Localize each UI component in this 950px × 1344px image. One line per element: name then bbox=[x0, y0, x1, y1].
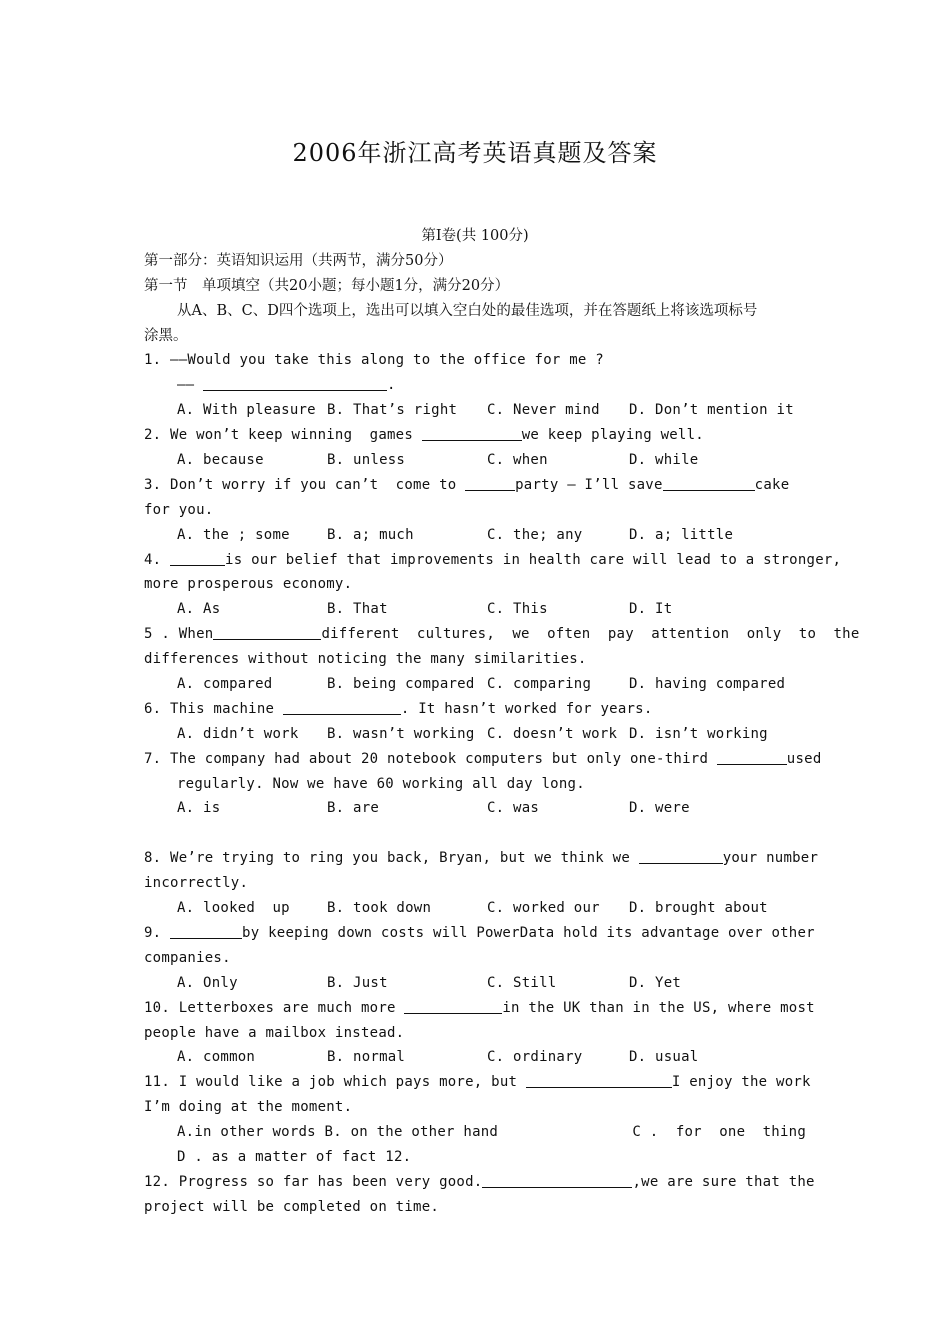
question-6-text-end: . It hasn’t worked for years. bbox=[400, 700, 653, 717]
question-7-text-end: used bbox=[786, 750, 822, 767]
question-7 bbox=[144, 747, 822, 772]
question-9-blank bbox=[170, 922, 242, 939]
question-5-cont: differences without noticing the many similarities. bbox=[144, 651, 587, 668]
option-b: B. a; much bbox=[327, 526, 414, 543]
question-9-cont: companies. bbox=[144, 949, 231, 966]
question-1-blank bbox=[203, 374, 387, 391]
question-3-blank-1 bbox=[465, 474, 515, 491]
question-2 bbox=[144, 423, 806, 448]
question-11-blank bbox=[526, 1071, 672, 1088]
question-7-text: 7. The company had about 20 notebook computers but only one-third bbox=[144, 750, 717, 767]
option-d: D. having compared bbox=[629, 676, 786, 693]
question-12 bbox=[144, 1170, 815, 1195]
option-a: A. looked up bbox=[177, 900, 290, 917]
option-a-b: A.in other words B. on the other hand bbox=[177, 1124, 499, 1141]
question-2-text: 2. We won’t keep winning games bbox=[144, 427, 422, 444]
option-c: C. Still bbox=[487, 974, 557, 991]
question-4-blank bbox=[170, 549, 225, 566]
question-5-text: 5 . When bbox=[144, 626, 214, 643]
question-10-text: 10. Letterboxes are much more bbox=[144, 999, 405, 1016]
option-c: C. ordinary bbox=[487, 1049, 583, 1066]
option-b: B. That bbox=[327, 601, 388, 618]
blank-line bbox=[144, 821, 806, 846]
question-3-cont: for you. bbox=[144, 501, 214, 518]
question-1-dash: —— bbox=[177, 377, 204, 394]
option-b: B. Just bbox=[327, 974, 388, 991]
option-c: C. doesn’t work bbox=[487, 725, 618, 742]
question-2-blank bbox=[422, 424, 522, 441]
option-d: D. isn’t working bbox=[629, 725, 768, 742]
option-a: A. because bbox=[177, 452, 264, 469]
question-6-blank bbox=[283, 698, 401, 715]
question-1: 1. ——Would you take this along to the office for me ? bbox=[144, 352, 604, 369]
question-7-blank bbox=[717, 748, 787, 765]
option-b: B. took down bbox=[327, 900, 432, 917]
question-12-text: 12. Progress so far has been very good. bbox=[144, 1173, 483, 1190]
question-4 bbox=[144, 548, 842, 573]
question-4-cont: more prosperous economy. bbox=[144, 576, 353, 593]
option-a: A. the ; some bbox=[177, 526, 290, 543]
option-c: C. worked our bbox=[487, 900, 600, 917]
section-header: 第I卷(共 100分) bbox=[421, 228, 529, 244]
question-1-options bbox=[144, 398, 806, 423]
question-11 bbox=[144, 1070, 811, 1095]
question-12-blank bbox=[482, 1171, 632, 1188]
question-6 bbox=[144, 697, 806, 722]
option-b: B. being compared bbox=[327, 676, 475, 693]
question-5 bbox=[144, 622, 860, 647]
question-10-options bbox=[144, 1045, 806, 1070]
option-c: C. Never mind bbox=[487, 402, 600, 419]
question-11-cont: I’m doing at the moment. bbox=[144, 1099, 353, 1116]
question-6-text: 6. This machine bbox=[144, 700, 283, 717]
question-7-options bbox=[144, 796, 806, 821]
option-c: C. the; any bbox=[487, 526, 583, 543]
option-a: A. compared bbox=[177, 676, 273, 693]
question-12-text-end: ,we are sure that the bbox=[632, 1173, 815, 1190]
question-9 bbox=[144, 921, 815, 946]
question-8-options bbox=[144, 896, 806, 921]
option-a: A. didn’t work bbox=[177, 725, 299, 742]
question-12-cont: project will be completed on time. bbox=[144, 1198, 440, 1215]
question-11-text: 11. I would like a job which pays more, but bbox=[144, 1074, 526, 1091]
page-title: 2006年浙江高考英语真题及答案 bbox=[292, 139, 658, 167]
option-d: D. Don’t mention it bbox=[629, 402, 794, 419]
option-d: D. while bbox=[629, 452, 699, 469]
instructions-line-1: 从A、B、C、D四个选项上，选出可以填入空白处的最佳选项，并在答题纸上将该选项标号 bbox=[177, 302, 758, 319]
question-10-blank bbox=[404, 997, 502, 1014]
question-7-cont: regularly. Now we have 60 working all day long. bbox=[177, 775, 585, 792]
question-3-text-end: cake bbox=[754, 476, 790, 493]
question-1-end: . bbox=[387, 377, 396, 394]
question-8-cont: incorrectly. bbox=[144, 875, 249, 892]
instructions-line-2: 涂黑。 bbox=[144, 327, 188, 344]
question-10 bbox=[144, 996, 815, 1021]
question-10-text-end: in the UK than in the US, where most bbox=[502, 999, 815, 1016]
question-9-text-end: by keeping down costs will PowerData hold its advantage over other bbox=[242, 924, 815, 941]
option-c: C. comparing bbox=[487, 676, 592, 693]
part-heading: 第一部分：英语知识运用（共两节，满分50分） bbox=[144, 252, 453, 269]
question-8-blank bbox=[639, 847, 723, 864]
question-8-text-end: your number bbox=[722, 850, 819, 867]
question-11-options bbox=[144, 1120, 806, 1145]
option-b: B. normal bbox=[327, 1049, 406, 1066]
question-9-text: 9. bbox=[144, 924, 171, 941]
option-d: D. Yet bbox=[629, 974, 682, 991]
option-a: A. With pleasure bbox=[177, 402, 316, 419]
question-3-blank-2 bbox=[663, 474, 755, 491]
option-c: C . for one thing bbox=[632, 1124, 806, 1141]
question-10-cont: people have a mailbox instead. bbox=[144, 1024, 405, 1041]
question-5-blank bbox=[213, 623, 321, 640]
question-8-text: 8. We’re trying to ring you back, Bryan, but we think we bbox=[144, 850, 639, 867]
option-c: C. This bbox=[487, 601, 548, 618]
exam-content bbox=[144, 224, 860, 1220]
question-2-text-end: we keep playing well. bbox=[521, 427, 704, 444]
question-2-options bbox=[144, 448, 806, 473]
question-3-text: 3. Don’t worry if you can’t come to bbox=[144, 476, 466, 493]
question-1-reply bbox=[144, 373, 806, 398]
question-4-text-end: is our belief that improvements in health care will lead to a stronger, bbox=[225, 551, 842, 568]
question-4-options bbox=[144, 597, 806, 622]
option-c: C. when bbox=[487, 452, 548, 469]
option-b: B. wasn’t working bbox=[327, 725, 475, 742]
question-4-text: 4. bbox=[144, 551, 171, 568]
option-d: D. usual bbox=[629, 1049, 699, 1066]
option-d: D. a; little bbox=[629, 526, 734, 543]
option-a: A. Only bbox=[177, 974, 238, 991]
question-9-options bbox=[144, 971, 806, 996]
option-c: C. was bbox=[487, 800, 540, 817]
option-b: B. unless bbox=[327, 452, 406, 469]
section-heading: 第一节 单项填空（共20小题；每小题1分，满分20分） bbox=[144, 277, 510, 294]
option-d: D. It bbox=[629, 601, 673, 618]
option-a: A. As bbox=[177, 601, 221, 618]
option-b: B. That’s right bbox=[327, 402, 458, 419]
question-5-text-end: different cultures, we often pay attention only to the bbox=[321, 626, 860, 643]
question-6-options bbox=[144, 722, 806, 747]
question-5-options bbox=[144, 672, 806, 697]
question-8 bbox=[144, 846, 819, 871]
question-11-text-end: I enjoy the work bbox=[671, 1074, 811, 1091]
option-d: D. were bbox=[629, 800, 690, 817]
option-b: B. are bbox=[327, 800, 380, 817]
question-11-option-d: D . as a matter of fact 12. bbox=[177, 1148, 412, 1165]
question-3-text-mid: party — I’ll save bbox=[515, 476, 663, 493]
option-a: A. is bbox=[177, 800, 221, 817]
option-a: A. common bbox=[177, 1049, 256, 1066]
question-3 bbox=[144, 473, 806, 498]
question-3-options bbox=[144, 523, 806, 548]
option-d: D. brought about bbox=[629, 900, 768, 917]
